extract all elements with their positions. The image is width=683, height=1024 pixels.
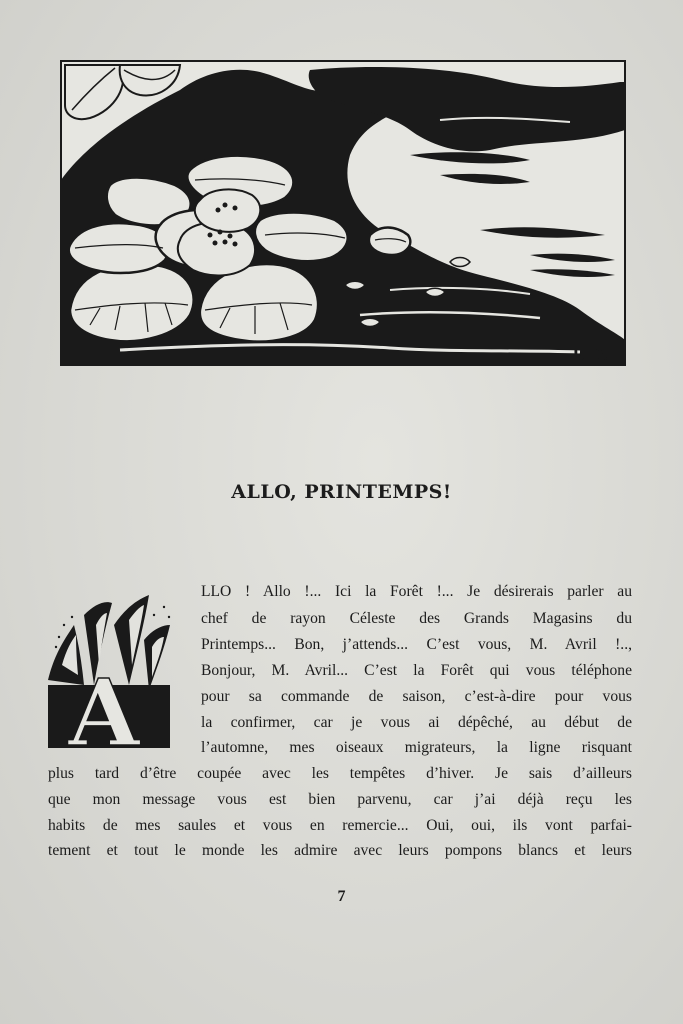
decorative-dropcap [44, 585, 176, 751]
paragraph-line: habits de mes saules et vous en remercie... Oui, oui, ils vont parfai- [48, 817, 632, 834]
paragraph-line: chef de rayon Céleste des Grands Magasins du [201, 610, 632, 627]
page-number: 7 [337, 888, 346, 905]
chapter-title: ALLO, PRINTEMPS! [231, 481, 452, 503]
dropcap-letter: A [68, 659, 140, 751]
paragraph-line: l’automne, mes oiseaux migrateurs, la ligne risquant [201, 739, 632, 756]
illustration-signature: B.D. [572, 346, 608, 364]
paragraph-line: plus tard d’être coupée avec les tempêtes d’hiver. Je sais d’ailleurs [48, 765, 632, 782]
woodcut-illustration [60, 60, 626, 366]
paragraph-line: Printemps... Bon, j’attends... C’est vous, M. Avril !.., [201, 636, 632, 653]
paragraph-line: LLO ! Allo !... Ici la Forêt !... Je désirerais parler au [201, 583, 632, 600]
paragraph-line: tement et tout le monde les admire avec leurs pompons blancs et leurs [48, 842, 632, 859]
paragraph-line: que mon message vous est bien parvenu, car j’ai déjà reçu les [48, 791, 632, 808]
paragraph-line: pour sa commande de saison, c’est-à-dire pour vous [201, 688, 632, 705]
paragraph-line: la confirmer, car je vous ai dépêché, au début de [201, 714, 632, 731]
paragraph-line: Bonjour, M. Avril... C’est la Forêt qui vous téléphone [201, 662, 632, 679]
